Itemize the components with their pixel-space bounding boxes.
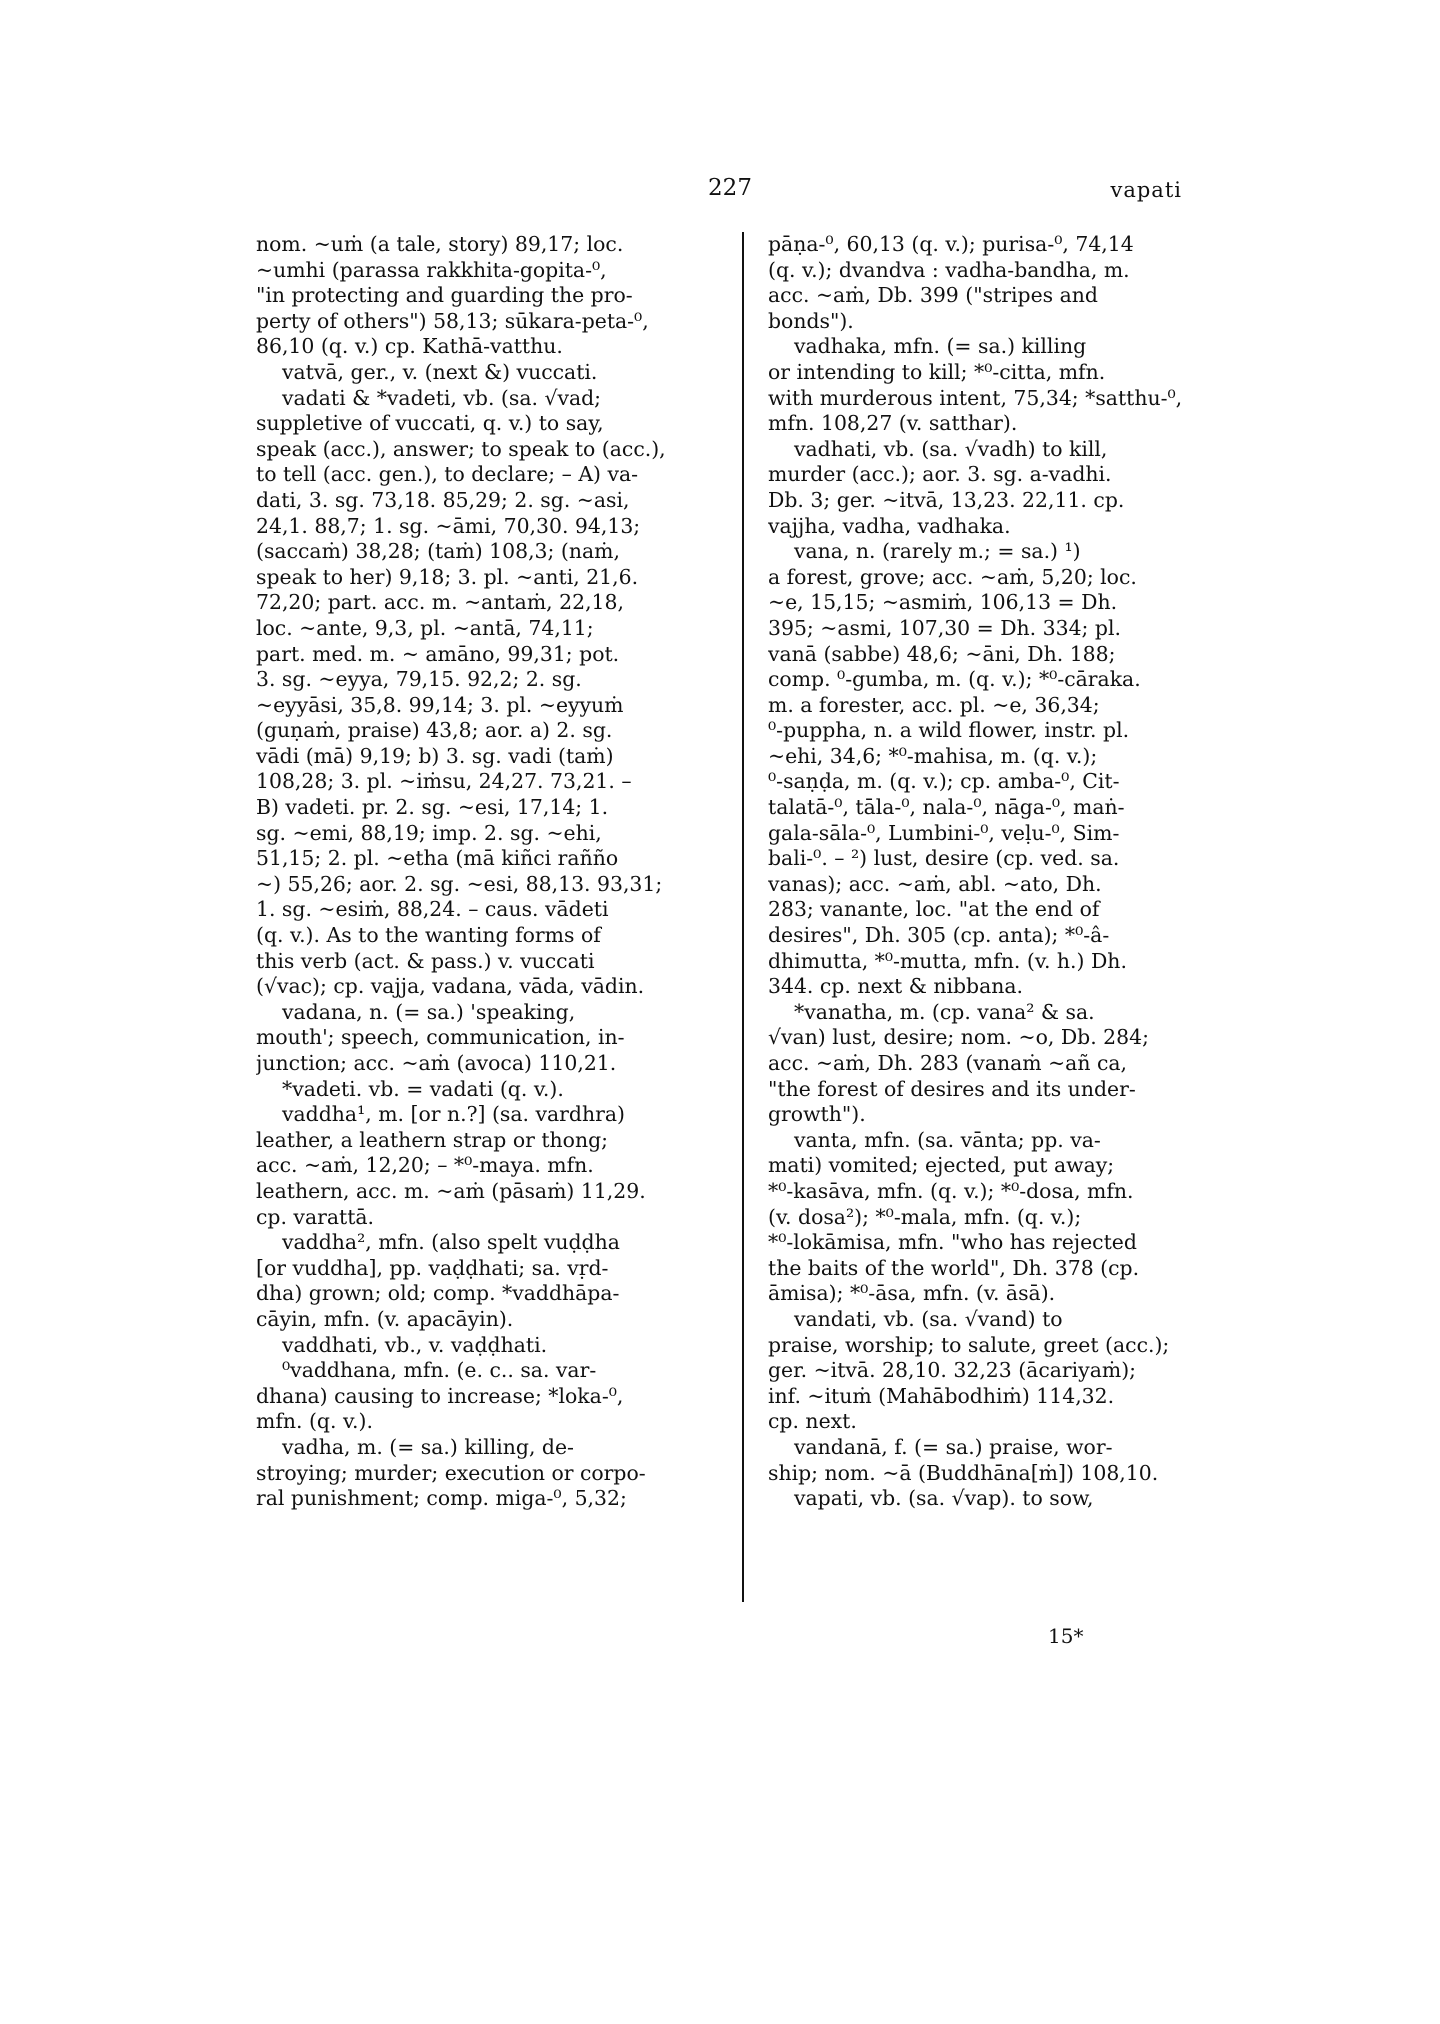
entry-line: mfn. (q. v.). bbox=[256, 1409, 373, 1434]
entry-line: junction; acc. ~aṁ (avoca) 110,21. bbox=[256, 1051, 617, 1075]
entry-line: mouth'; speech, communication, in- bbox=[256, 1025, 625, 1050]
printer-signature: 15* bbox=[1048, 1624, 1084, 1648]
page-number: 227 bbox=[708, 175, 752, 201]
entry-line: dhimutta, *⁰-mutta, mfn. (v. h.) Dh. bbox=[768, 948, 1127, 973]
entry-line: *⁰-lokāmisa, mfn. "who has rejected bbox=[768, 1230, 1137, 1255]
entry-line: leather, a leathern strap or thong; bbox=[256, 1127, 609, 1152]
entry-line: 1. sg. ~esiṁ, 88,24. – caus. vādeti bbox=[256, 897, 609, 922]
dictionary-entry bbox=[768, 1128, 1226, 1307]
entry-line: comp. ⁰-gumba, m. (q. v.); *⁰-cāraka. bbox=[768, 667, 1141, 692]
entry-line: 108,28; 3. pl. ~iṁsu, 24,27. 73,21. – bbox=[256, 769, 632, 794]
entry-line: or intending to kill; *⁰-citta, mfn. bbox=[768, 359, 1106, 384]
entry-line: dha) grown; old; comp. *vaddhāpa- bbox=[256, 1281, 620, 1306]
entry-line: 24,1. 88,7; 1. sg. ~āmi, 70,30. 94,13; bbox=[256, 513, 641, 538]
entry-line: ~eyyāsi, 35,8. 99,14; 3. pl. ~eyyuṁ bbox=[256, 692, 624, 717]
entry-line: vādi (mā) 9,19; b) 3. sg. vadi (taṁ) bbox=[256, 743, 614, 768]
entry-line: acc. ~aṁ, Db. 399 ("stripes and bbox=[768, 283, 1098, 308]
entry-line: cp. next. bbox=[768, 1409, 857, 1434]
entry-line: dati, 3. sg. 73,18. 85,29; 2. sg. ~asi, bbox=[256, 487, 630, 512]
dictionary-entry bbox=[256, 1000, 714, 1077]
entry-line: 3. sg. ~eyya, 79,15. 92,2; 2. sg. bbox=[256, 667, 582, 692]
entry-line: dhana) causing to increase; *loka-⁰, bbox=[256, 1383, 624, 1408]
dictionary-entry bbox=[768, 539, 1226, 1000]
entry-line: 72,20; part. acc. m. ~antaṁ, 22,18, bbox=[256, 590, 624, 615]
entry-line: vaddha¹, m. [or n.?] (sa. vardhra) bbox=[282, 1102, 625, 1127]
entry-line: loc. ~ante, 9,3, pl. ~antā, 74,11; bbox=[256, 615, 594, 640]
running-head: vapati bbox=[1110, 178, 1182, 202]
column-divider bbox=[742, 232, 744, 1602]
entry-line: acc. ~aṁ, 12,20; – *⁰-maya. mfn. bbox=[256, 1153, 594, 1178]
entry-line: to tell (acc. gen.), to declare; – A) va- bbox=[256, 462, 639, 487]
entry-line: ~ehi, 34,6; *⁰-mahisa, m. (q. v.); bbox=[768, 743, 1098, 768]
entry-line: (√vac); cp. vajja, vadana, vāda, vādin. bbox=[256, 974, 645, 999]
entry-line: ⁰-puppha, n. a wild flower, instr. pl. bbox=[768, 718, 1130, 743]
entry-line: Db. 3; ger. ~itvā, 13,23. 22,11. cp. bbox=[768, 487, 1125, 512]
entry-line: gala-sāla-⁰, Lumbini-⁰, veḷu-⁰, Sim- bbox=[768, 820, 1120, 845]
dictionary-entry bbox=[256, 232, 714, 360]
entry-line: B) vadeti. pr. 2. sg. ~esi, 17,14; 1. bbox=[256, 795, 609, 820]
entry-line: 283; vanante, loc. "at the end of bbox=[768, 897, 1100, 922]
entry-line: 395; ~asmi, 107,30 = Dh. 334; pl. bbox=[768, 615, 1121, 640]
entry-line: perty of others") 58,13; sūkara-peta-⁰, bbox=[256, 308, 649, 333]
entry-line: praise, worship; to salute, greet (acc.); bbox=[768, 1332, 1170, 1357]
left-column bbox=[256, 232, 714, 1512]
entry-line: mfn. 108,27 (v. satthar). bbox=[768, 411, 1018, 436]
entry-line: nom. ~uṁ (a tale, story) 89,17; loc. bbox=[256, 232, 624, 256]
entry-line: a forest, grove; acc. ~aṁ, 5,20; loc. bbox=[768, 564, 1137, 589]
entry-line: (q. v.). As to the wanting forms of bbox=[256, 923, 601, 948]
entry-line: ship; nom. ~ā (Buddhāna[ṁ]) 108,10. bbox=[768, 1460, 1159, 1485]
entry-line: inf. ~ituṁ (Mahābodhiṁ) 114,32. bbox=[768, 1383, 1115, 1408]
dictionary-entry bbox=[256, 1358, 714, 1435]
dictionary-entry bbox=[256, 1333, 714, 1359]
dictionary-entry bbox=[768, 232, 1226, 334]
entry-line: speak to her) 9,18; 3. pl. ~anti, 21,6. bbox=[256, 564, 639, 589]
dictionary-entry bbox=[256, 1077, 714, 1103]
entry-line: with murderous intent, 75,34; *satthu-⁰, bbox=[768, 385, 1183, 410]
entry-line: vadhati, vb. (sa. √vadh) to kill, bbox=[794, 436, 1108, 461]
entry-line: acc. ~aṁ, Dh. 283 (vanaṁ ~añ ca, bbox=[768, 1051, 1127, 1075]
entry-line: ⁰-saṇḍa, m. (q. v.); cp. amba-⁰, Cit- bbox=[768, 769, 1120, 794]
entry-line: 86,10 (q. v.) cp. Kathā-vatthu. bbox=[256, 334, 563, 359]
entry-line: murder (acc.); aor. 3. sg. a-vadhi. bbox=[768, 462, 1112, 487]
entry-line: vana, n. (rarely m.; = sa.) ¹) bbox=[794, 539, 1081, 564]
entry-line: part. med. m. ~ amāno, 99,31; pot. bbox=[256, 641, 620, 666]
dictionary-entry bbox=[768, 1435, 1226, 1486]
entry-line: leathern, acc. m. ~aṁ (pāsaṁ) 11,29. bbox=[256, 1178, 646, 1203]
entry-line: vandati, vb. (sa. √vand) to bbox=[794, 1306, 1063, 1331]
entry-line: vanta, mfn. (sa. vānta; pp. va- bbox=[794, 1127, 1101, 1152]
entry-line: sg. ~emi, 88,19; imp. 2. sg. ~ehi, bbox=[256, 820, 602, 845]
entry-line: (v. dosa²); *⁰-mala, mfn. (q. v.); bbox=[768, 1204, 1082, 1229]
entry-line: pāṇa-⁰, 60,13 (q. v.); purisa-⁰, 74,14 bbox=[768, 232, 1134, 256]
entry-line: m. a forester, acc. pl. ~e, 36,34; bbox=[768, 692, 1100, 717]
entry-line: desires", Dh. 305 (cp. anta); *⁰-â- bbox=[768, 923, 1110, 948]
dictionary-entry bbox=[256, 1102, 714, 1230]
entry-line: mati) vomited; ejected, put away; bbox=[768, 1153, 1115, 1178]
entry-line: "the forest of desires and its under- bbox=[768, 1076, 1136, 1101]
right-column bbox=[768, 232, 1226, 1512]
entry-line: suppletive of vuccati, q. v.) to say, bbox=[256, 411, 604, 436]
entry-line: talatā-⁰, tāla-⁰, nala-⁰, nāga-⁰, maṅ- bbox=[768, 795, 1125, 820]
entry-line: vadati & *vadeti, vb. (sa. √vad; bbox=[282, 385, 602, 410]
entry-line: vanā (sabbe) 48,6; ~āni, Dh. 188; bbox=[768, 641, 1116, 666]
entry-line: (q. v.); dvandva : vadha-bandha, m. bbox=[768, 257, 1130, 282]
entry-line: ~e, 15,15; ~asmiṁ, 106,13 = Dh. bbox=[768, 590, 1118, 615]
entry-line: speak (acc.), answer; to speak to (acc.), bbox=[256, 436, 666, 461]
entry-line: āmisa); *⁰-āsa, mfn. (v. āsā). bbox=[768, 1281, 1056, 1306]
dictionary-entry bbox=[256, 1230, 714, 1332]
entry-line: ⁰vaddhana, mfn. (e. c.. sa. var- bbox=[282, 1358, 597, 1383]
entry-line: cp. varattā. bbox=[256, 1204, 375, 1229]
entry-line: growth"). bbox=[768, 1102, 866, 1127]
entry-line: this verb (act. & pass.) v. vuccati bbox=[256, 948, 595, 973]
entry-line: ~umhi (parassa rakkhita-gopita-⁰, bbox=[256, 257, 607, 282]
entry-line: vanas); acc. ~aṁ, abl. ~ato, Dh. bbox=[768, 871, 1102, 896]
entry-line: (saccaṁ) 38,28; (taṁ) 108,3; (naṁ, bbox=[256, 539, 620, 564]
entry-line: [or vuddha], pp. vaḍḍhati; sa. vṛd- bbox=[256, 1255, 609, 1280]
dictionary-entry bbox=[768, 334, 1226, 436]
entry-line: vaddhati, vb., v. vaḍḍhati. bbox=[282, 1332, 548, 1357]
entry-line: vadha, m. (= sa.) killing, de- bbox=[282, 1434, 574, 1459]
entry-line: cāyin, mfn. (v. apacāyin). bbox=[256, 1306, 514, 1331]
entry-line: the baits of the world", Dh. 378 (cp. bbox=[768, 1255, 1140, 1280]
entry-line: ral punishment; comp. miga-⁰, 5,32; bbox=[256, 1486, 627, 1511]
dictionary-entry bbox=[256, 1435, 714, 1512]
entry-line: vatvā, ger., v. (next &) vuccati. bbox=[282, 359, 598, 384]
dictionary-entry bbox=[256, 386, 714, 1000]
entry-line: ger. ~itvā. 28,10. 32,23 (ācariyaṁ); bbox=[768, 1358, 1137, 1383]
entry-line: 344. cp. next & nibbana. bbox=[768, 974, 1024, 999]
entry-line: stroying; murder; execution or corpo- bbox=[256, 1460, 646, 1485]
dictionary-entry bbox=[768, 437, 1226, 539]
dictionary-entry bbox=[768, 1307, 1226, 1435]
entry-line: vajjha, vadha, vadhaka. bbox=[768, 513, 1011, 538]
dictionary-entry bbox=[256, 360, 714, 386]
entry-line: vapati, vb. (sa. √vap). to sow, bbox=[794, 1486, 1094, 1511]
entry-line: *⁰-kasāva, mfn. (q. v.); *⁰-dosa, mfn. bbox=[768, 1178, 1134, 1203]
entry-line: *vadeti. vb. = vadati (q. v.). bbox=[282, 1076, 564, 1101]
entry-line: √van) lust, desire; nom. ~o, Db. 284; bbox=[768, 1025, 1149, 1050]
entry-line: vandanā, f. (= sa.) praise, wor- bbox=[794, 1434, 1113, 1459]
entry-line: 51,15; 2. pl. ~etha (mā kiñci rañño bbox=[256, 846, 619, 871]
entry-line: "in protecting and guarding the pro- bbox=[256, 283, 633, 308]
entry-line: (guṇaṁ, praise) 43,8; aor. a) 2. sg. bbox=[256, 718, 613, 743]
entry-line: vaddha², mfn. (also spelt vuḍḍha bbox=[282, 1230, 620, 1255]
entry-line: bali-⁰. – ²) lust, desire (cp. ved. sa. bbox=[768, 846, 1120, 871]
entry-line: bonds"). bbox=[768, 308, 854, 333]
dictionary-entry bbox=[768, 1486, 1226, 1512]
dictionary-entry bbox=[768, 1000, 1226, 1128]
entry-line: ~) 55,26; aor. 2. sg. ~esi, 88,13. 93,31; bbox=[256, 871, 663, 896]
entry-line: vadhaka, mfn. (= sa.) killing bbox=[794, 334, 1087, 359]
entry-line: *vanatha, m. (cp. vana² & sa. bbox=[794, 999, 1095, 1024]
entry-line: vadana, n. (= sa.) 'speaking, bbox=[282, 999, 576, 1024]
